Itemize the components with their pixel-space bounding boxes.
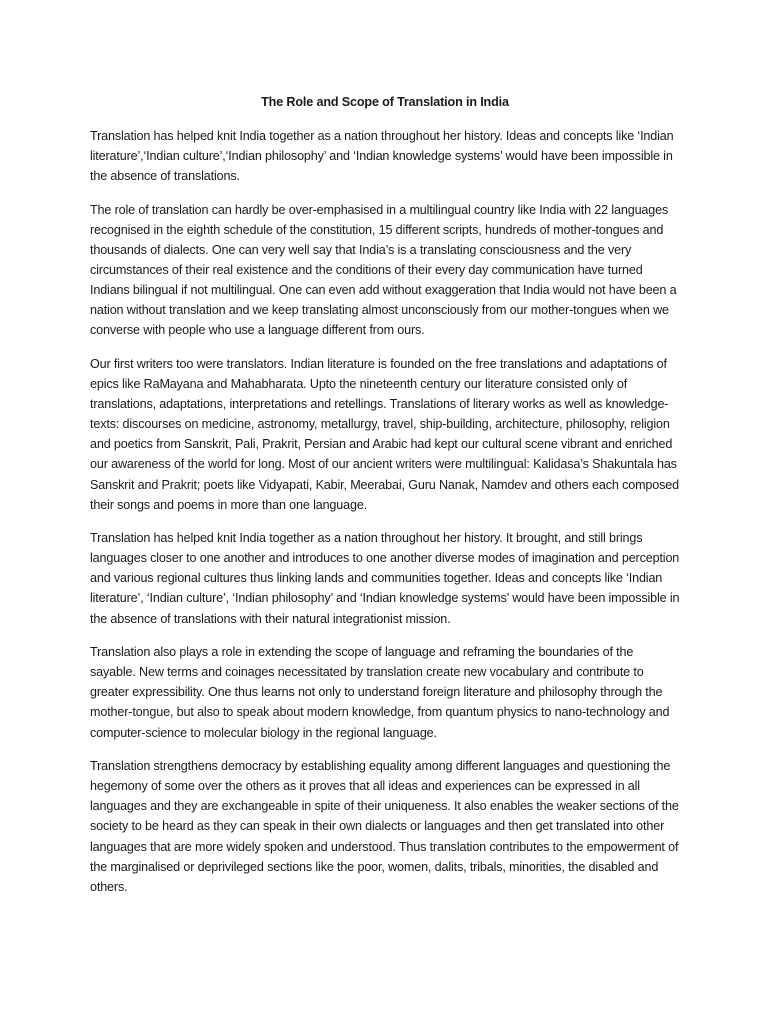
paragraph-democracy: Translation strengthens democracy by establishing equality among different languages and questioning the hegemony of some over the others as it proves that all ideas and experiences can be expressed in all languages and they are exchangeable in spite of their uniqueness. It also enables the weaker sections of the society to be heard as they can speak in their own dialects or languages and then get translated into other languages that are more widely spoken and understood. Thus translation contributes to the empowerment of the marginalised or deprivileged sections like the poor, women, dalits, tribals, minorities, the disabled and others. <box>90 759 679 894</box>
paragraph-intro: Translation has helped knit India together as a nation throughout her history. Ideas and concepts like ‘Indian literature’,‘Indian culture’,‘Indian philosophy’ and ‘Indian knowledge systems’ would have been impossible in the absence of translations. <box>90 129 674 184</box>
paragraph-scope-of-language: Translation also plays a role in extending the scope of language and reframing the boundaries of the sayable. New terms and coinages necessitated by translation create new vocabulary and contribute to greater expressibility. One thus learns not only to understand foreign literature and philosophy through the mother-tongue, but also to speak about modern knowledge, from quantum physics to nano-technology and computer-science to molecular biology in the regional language. <box>90 645 670 740</box>
paragraph-knit-nation: Translation has helped knit India together as a nation throughout her history. It brought, and still brings languages closer to one another and introduces to one another diverse modes of imagination and perception and various regional cultures thus linking lands and communities together. Ideas and concepts like ‘Indian literature’, ‘Indian culture’, ‘Indian philosophy’ and ‘Indian knowledge systems’ would have been impossible in the absence of translations with their natural integrationist mission. <box>90 531 680 626</box>
paragraph-multilingual-role: The role of translation can hardly be over-emphasised in a multilingual country like India with 22 languages recognised in the eighth schedule of the constitution, 15 different scripts, hundreds of mother-tongues and thousands of dialects. One can very well say that India’s is a translating consciousness and the very circumstances of their real existence and the conditions of their every day communication have turned Indians bilingual if not multilingual. One can even add without exaggeration that India would not have been a nation without translation and we keep translating almost unconsciously from our mother-tongues when we converse with people who use a language different from ours. <box>90 202 677 338</box>
document-body <box>90 92 680 910</box>
paragraph-first-writers: Our first writers too were translators. Indian literature is founded on the free translations and adaptations of epics like RaMayana and Mahabharata. Upto the nineteenth century our literature consisted only of translations, adaptations, interpretations and retellings. Translations of literary works as well as knowledge-texts: discourses on medicine, astronomy, metallurgy, travel, ship-building, architecture, philosophy, religion and poetics from Sanskrit, Pali, Prakrit, Persian and Arabic had kept our cultural scene vibrant and enriched our awareness of the world for long. Most of our ancient writers were multilingual: Kalidasa’s Shakuntala has Sanskrit and Prakrit; poets like Vidyapati, Kabir, Meerabai, Guru Nanak, Namdev and others each composed their songs and poems in more than one language. <box>90 356 679 512</box>
document-title: The Role and Scope of Translation in India <box>261 95 509 109</box>
